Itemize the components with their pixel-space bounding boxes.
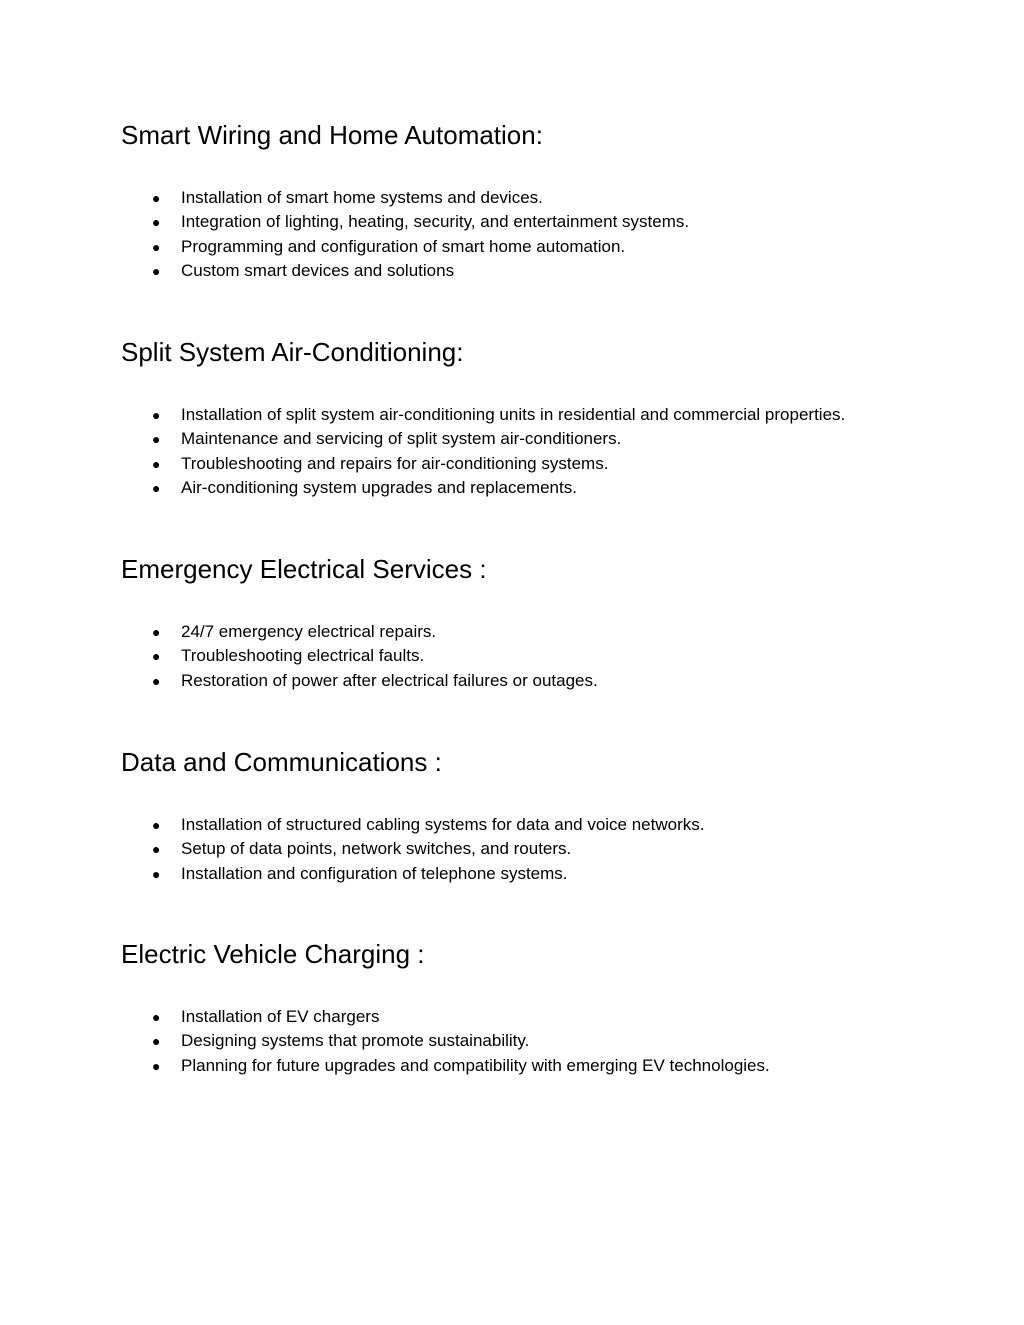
bullet-icon: ● xyxy=(152,648,161,665)
bullet-icon: ● xyxy=(152,455,161,472)
bullet-icon: ● xyxy=(152,865,161,882)
list-item xyxy=(121,186,981,210)
list-item-text: Installation of split system air-conditioning units in residential and commercial properties. xyxy=(181,405,846,424)
list-item xyxy=(121,1005,981,1029)
bullet-list xyxy=(121,620,981,693)
section-emergency-electrical-services xyxy=(121,554,981,690)
bullet-icon: ● xyxy=(152,480,161,497)
section-data-and-communications xyxy=(121,747,981,883)
bullet-icon: ● xyxy=(152,624,161,640)
list-item-text: Restoration of power after electrical failures or outages. xyxy=(181,670,598,690)
list-item xyxy=(121,669,981,693)
section-electric-vehicle-charging xyxy=(121,939,981,1075)
list-item xyxy=(121,1054,981,1078)
list-item xyxy=(121,427,981,451)
section-split-system-air-conditioning xyxy=(121,337,981,498)
bullet-list xyxy=(121,813,981,886)
section-smart-wiring xyxy=(121,120,981,281)
list-item xyxy=(121,862,981,886)
bullet-icon: ● xyxy=(152,1033,161,1050)
section-heading: Smart Wiring and Home Automation: xyxy=(121,120,543,150)
list-item-text: Integration of lighting, heating, security, and entertainment systems. xyxy=(181,212,690,232)
bullet-icon: ● xyxy=(152,672,161,689)
list-item-text: Maintenance and servicing of split system air-conditioners. xyxy=(181,429,622,449)
bullet-icon: ● xyxy=(152,1057,161,1074)
bullet-icon: ● xyxy=(152,190,161,206)
bullet-list xyxy=(121,1005,981,1078)
list-item xyxy=(121,644,981,668)
list-item-text: Custom smart devices and solutions xyxy=(181,261,455,281)
bullet-icon: ● xyxy=(152,817,161,833)
bullet-icon: ● xyxy=(152,1009,161,1025)
bullet-list xyxy=(121,403,981,501)
list-item xyxy=(121,235,981,259)
bullet-icon: ● xyxy=(152,238,161,255)
list-item xyxy=(121,476,981,500)
list-item-text: Setup of data points, network switches, and routers. xyxy=(181,839,572,859)
section-heading: Electric Vehicle Charging : xyxy=(121,939,425,969)
section-heading: Split System Air-Conditioning: xyxy=(121,337,464,367)
section-heading: Emergency Electrical Services : xyxy=(121,554,487,584)
list-item-text: Designing systems that promote sustainability. xyxy=(181,1031,530,1051)
bullet-list xyxy=(121,186,981,284)
bullet-icon: ● xyxy=(152,214,161,231)
list-item-text: 24/7 emergency electrical repairs. xyxy=(181,622,437,641)
bullet-icon: ● xyxy=(152,263,161,280)
list-item xyxy=(121,837,981,861)
list-item-text: Installation of structured cabling systems for data and voice networks. xyxy=(181,815,705,834)
list-item xyxy=(121,620,981,644)
list-item-text: Installation of EV chargers xyxy=(181,1007,380,1026)
list-item xyxy=(121,452,981,476)
list-item xyxy=(121,1029,981,1053)
list-item-text: Air-conditioning system upgrades and replacements. xyxy=(181,478,577,498)
list-item-text: Planning for future upgrades and compatibility with emerging EV technologies. xyxy=(181,1055,770,1075)
list-item xyxy=(121,210,981,234)
list-item-text: Troubleshooting electrical faults. xyxy=(181,646,425,666)
bullet-icon: ● xyxy=(152,431,161,448)
section-heading: Data and Communications : xyxy=(121,747,442,777)
list-item-text: Installation of smart home systems and devices. xyxy=(181,188,543,207)
list-item-text: Installation and configuration of telephone systems. xyxy=(181,863,568,883)
bullet-icon: ● xyxy=(152,841,161,858)
bullet-icon: ● xyxy=(152,407,161,423)
list-item-text: Programming and configuration of smart home automation. xyxy=(181,236,626,256)
list-item-text: Troubleshooting and repairs for air-conditioning systems. xyxy=(181,453,609,473)
list-item xyxy=(121,259,981,283)
list-item xyxy=(121,813,981,837)
list-item xyxy=(121,403,981,427)
